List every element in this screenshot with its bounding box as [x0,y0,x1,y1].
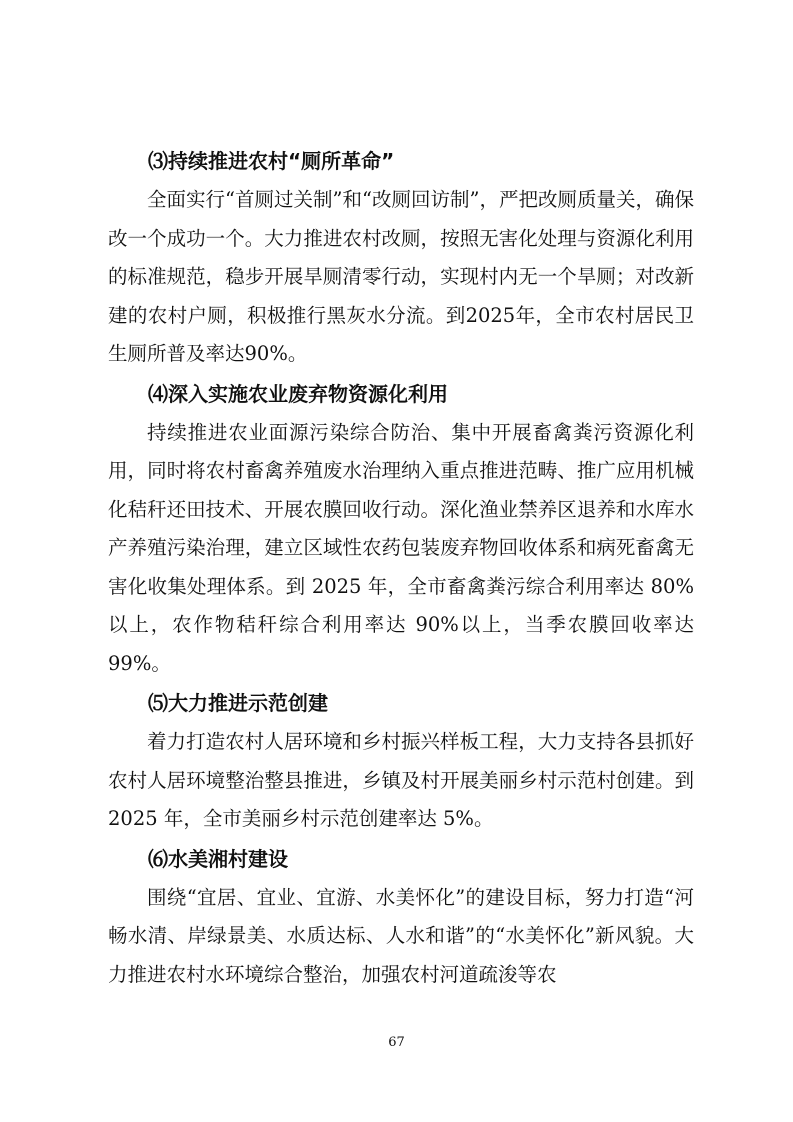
section-heading-agricultural-waste: ⑷深入实施农业废弃物资源化利用 [148,381,448,406]
section-body-agricultural-waste: 持续推进农业面源污染综合防治、集中开展畜禽粪污资源化利用，同时将农村畜禽养殖废水治理纳入重点推进范畴、推广应用机械化秸秆还田技术、开展农膜回收行动。深化渔业禁养区退养和水库水产养殖污染治理，建立区域性农药包装废弃物回收体系和病死畜禽无害化收集处理体系。到 2025 年，全市畜禽粪污综合利用率达 80%以上，农作物秸秆综合利用率达 90%以上，当季农膜回收率达 99%。 [108,420,694,675]
page-number: 67 [388,1035,405,1050]
section-body-demonstration: 着力打造农村人居环境和乡村振兴样板工程，大力支持各县抓好农村人居环境整治整县推进，乡镇及村开展美丽乡村示范村创建。到 2025 年，全市美丽乡村示范创建率达 5%。 [108,730,694,830]
section-heading-toilet-revolution: ⑶持续推进农村“厕所革命” [148,149,395,173]
page-content [108,141,694,994]
section-heading-water-village: ⑹水美湘村建设 [148,846,288,871]
section-body-water-village: 围绕“宜居、宜业、宜游、水美怀化”的建设目标，努力打造“河畅水清、岸绿景美、水质达标、人水和谐”的“水美怀化”新风貌。大力推进农村水环境综合整治，加强农村河道疏浚等农 [108,885,694,986]
section-heading-demonstration: ⑸大力推进示范创建 [148,691,328,715]
section-body-toilet-revolution: 全面实行“首厕过关制”和“改厕回访制”，严把改厕质量关，确保改一个成功一个。大力推进农村改厕，按照无害化处理与资源化利用的标准规范，稳步开展旱厕清零行动，实现村内无一个旱厕；对改新建的农村户厕，积极推行黑灰水分流。到2025年，全市农村居民卫生厕所普及率达90%。 [108,188,694,365]
